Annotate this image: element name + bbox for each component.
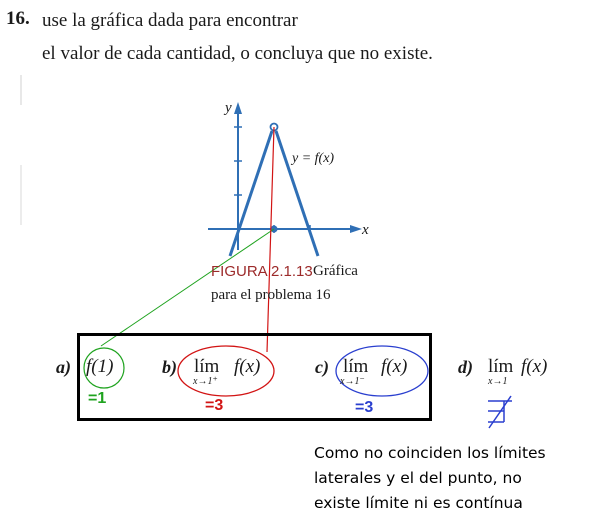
does-not-exist-mark (488, 396, 512, 428)
item-b-lim: lím (194, 356, 220, 377)
item-d-label: d) (458, 357, 473, 377)
item-d-lim: lím (488, 356, 514, 377)
conclusion-note (314, 441, 604, 516)
item-a-answer: =1 (88, 390, 107, 407)
curve-right-branch (276, 131, 318, 256)
curve-left-branch (230, 131, 272, 256)
y-axis-label: y (225, 100, 232, 116)
item-a-expression: f(1) (86, 356, 114, 377)
curve-label: y = f(x) (292, 151, 335, 166)
item-c-function: f(x) (381, 356, 408, 377)
x-axis-label: x (362, 222, 369, 238)
y-axis-arrow (234, 102, 242, 114)
item-a-label: a) (56, 357, 71, 377)
x-axis-arrow (350, 225, 362, 233)
note-line-2: laterales y el del punto, no (314, 469, 522, 487)
problem-number: 16. (6, 8, 30, 29)
item-b-function: f(x) (234, 356, 261, 377)
note-line-3: existe límite ni es contínua (314, 494, 523, 512)
item-c-answer: =3 (355, 399, 374, 416)
figure-title: FIGURA 2.1.13 (211, 263, 313, 280)
item-c-lim: lím (343, 356, 369, 377)
item-d-subscript: x→1 (488, 376, 508, 387)
figure-caption: Gráfica (313, 263, 358, 279)
item-d-function: f(x) (521, 356, 548, 377)
item-c-subscript: x→1⁻ (340, 376, 365, 387)
item-c-label: c) (315, 357, 329, 377)
item-b-label: b) (162, 357, 177, 377)
note-line-1: Como no coinciden los límites (314, 444, 546, 462)
problem-statement-line-2: el valor de cada cantidad, o concluya que no existe. (42, 43, 433, 64)
item-b-subscript: x→1⁺ (193, 376, 218, 387)
red-annotation-line (267, 127, 274, 352)
problem-statement-line-1: use la gráfica dada para encontrar (42, 10, 298, 31)
item-d-answer (540, 400, 541, 401)
figure-caption-line-2: para el problema 16 (211, 287, 331, 303)
item-b-answer: =3 (205, 397, 224, 414)
